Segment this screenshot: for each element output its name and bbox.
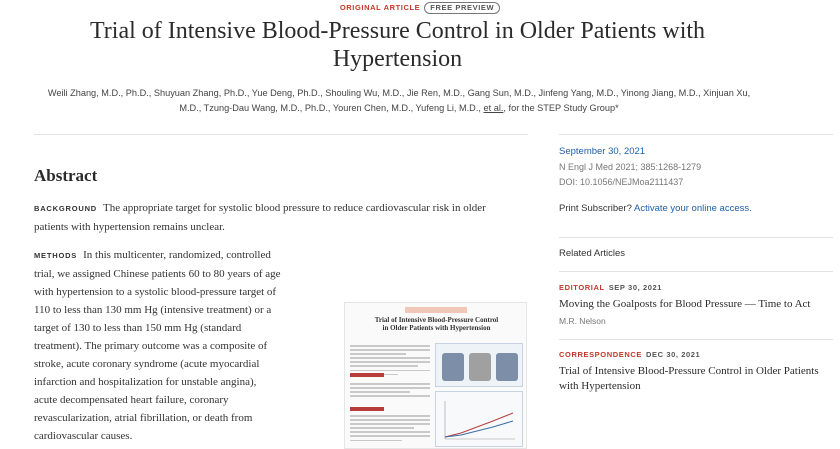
- article-type-label: ORIGINAL ARTICLE: [339, 3, 421, 12]
- methods-text-line: cardiovascular causes.: [34, 430, 133, 442]
- authors-line-2: M.D., Tzung-Dau Wang, M.D., Ph.D., Youren Chen, M.D., Yufeng Li, M.D.,: [179, 103, 481, 113]
- methods-text-line: infarction and hospitalization for unstable angina),: [34, 376, 257, 388]
- background-text-line-2: patients with hypertension remains unclear.: [34, 221, 225, 233]
- print-subscriber-line: [559, 203, 833, 214]
- pill-bottle-icon: [469, 353, 491, 381]
- divider-side-related: [559, 237, 833, 238]
- related-article-author: M.R. Nelson: [559, 316, 606, 326]
- related-articles-heading: Related Articles: [559, 248, 626, 259]
- methods-text-line: 110 to less than 130 mm Hg (intensive treatment) or a: [34, 304, 272, 316]
- divider-side: [559, 134, 833, 135]
- visual-abstract-banner: [405, 307, 467, 313]
- background-label: BACKGROUND: [34, 204, 97, 213]
- related-article-1[interactable]: [559, 283, 833, 326]
- methods-text-line: revascularization, atrial fibrillation, or death from: [34, 412, 253, 424]
- print-subscriber-label: Print Subscriber?: [559, 203, 632, 214]
- methods-text-line: acute decompensated heart failure, coronary: [34, 394, 229, 406]
- cumulative-incidence-chart-icon: [441, 399, 517, 443]
- visual-abstract-label: [350, 373, 384, 377]
- visual-abstract-title: Trial of Intensive Blood-Pressure Control in Older Patients with Hypertension: [374, 316, 499, 332]
- abstract-background: [34, 199, 528, 236]
- article-title: [0, 17, 795, 73]
- related-article-category: CORRESPONDENCE DEC 30, 2021: [559, 350, 701, 359]
- abstract-methods: [34, 246, 334, 445]
- methods-label: METHODS: [34, 251, 78, 260]
- author-list: [38, 86, 760, 116]
- et-al-link[interactable]: et al.: [483, 103, 504, 113]
- activate-access-link[interactable]: Activate your online access.: [634, 203, 752, 214]
- article-title-line-2: Hypertension: [332, 46, 463, 72]
- divider-related-top: [559, 271, 833, 272]
- divider-related-mid: [559, 339, 833, 340]
- visual-abstract-label: [350, 407, 384, 411]
- visual-abstract-thumbnail[interactable]: [344, 302, 527, 449]
- visual-abstract-text-block: [350, 383, 430, 399]
- publication-date: September 30, 2021: [559, 146, 646, 157]
- pill-bottle-icon: [442, 353, 464, 381]
- background-text-line-1: The appropriate target for systolic blood pressure to reduce cardiovascular risk in older: [103, 202, 486, 214]
- pill-bottle-icon: [496, 353, 518, 381]
- citation: N Engl J Med 2021; 385:1268-1279: [559, 162, 702, 172]
- related-article-title[interactable]: Moving the Goalposts for Blood Pressure — Time to Act: [559, 298, 811, 310]
- free-preview-badge: FREE PREVIEW: [424, 2, 500, 14]
- visual-abstract-text-block: [350, 415, 430, 444]
- methods-text-line: trial, we assigned Chinese patients 60 to 80 years of age: [34, 268, 281, 280]
- related-article-date: SEP 30, 2021: [608, 283, 663, 292]
- methods-text-line: target of 130 to less than 150 mm Hg (standard: [34, 322, 242, 334]
- study-group-label: , for the STEP Study Group*: [503, 103, 619, 113]
- methods-text-line: In this multicenter, randomized, controlled: [83, 249, 271, 261]
- related-article-category: EDITORIAL SEP 30, 2021: [559, 283, 663, 292]
- article-title-line-1: Trial of Intensive Blood-Pressure Control in Older Patients with: [89, 18, 706, 44]
- related-article-title[interactable]: Trial of Intensive Blood-Pressure Control in Older Patients with Hypertension: [559, 365, 819, 392]
- article-type-line: [0, 0, 840, 12]
- methods-text-line: stroke, acute coronary syndrome (acute myocardial: [34, 358, 260, 370]
- divider-main: [34, 134, 528, 135]
- related-article-date: DEC 30, 2021: [646, 350, 701, 359]
- related-article-2[interactable]: [559, 350, 833, 394]
- abstract-heading: Abstract: [34, 166, 98, 185]
- authors-line-1: Weili Zhang, M.D., Ph.D., Shuyuan Zhang, Ph.D., Yue Deng, Ph.D., Shouling Wu, M.D., Jie Ren, M.D., Gang Sun, M.D., Jinfeng Yang, M.D., Yinong Jiang, M.D., Xinjuan Xu,: [47, 88, 751, 98]
- methods-text-line: treatment). The primary outcome was a composite of: [34, 340, 268, 352]
- methods-text-line: with hypertension to a systolic blood-pressure target of: [34, 286, 277, 298]
- doi[interactable]: DOI: 10.1056/NEJMoa2111437: [559, 177, 684, 187]
